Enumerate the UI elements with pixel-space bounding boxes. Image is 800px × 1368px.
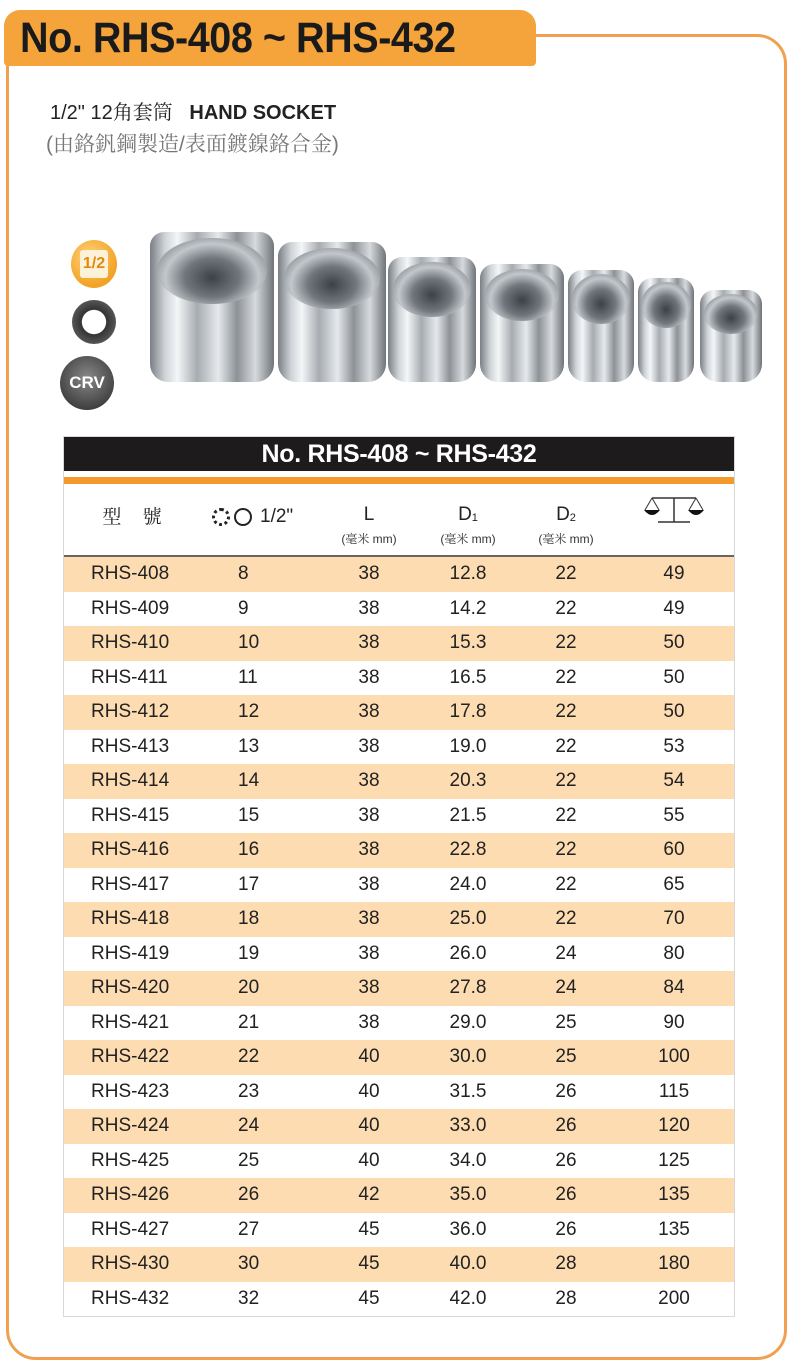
cell-d1: 15.3	[449, 632, 487, 654]
cell-model: RHS-423	[91, 1080, 170, 1102]
col-d2-label: D	[556, 504, 570, 525]
table-row	[64, 868, 734, 903]
col-weight	[614, 484, 734, 528]
cell-w: 80	[663, 942, 685, 964]
table-row	[64, 626, 734, 661]
cell-d2: 25	[555, 1046, 577, 1068]
table-row	[64, 592, 734, 627]
cell-d2: 22	[555, 701, 577, 723]
cell-w: 135	[658, 1218, 690, 1240]
cell-d2: 22	[555, 563, 577, 585]
subtitle-size: 1/2" 12角套筒	[50, 102, 173, 124]
cell-l: 42	[358, 1184, 380, 1206]
table-header	[64, 484, 734, 557]
cell-model: RHS-425	[91, 1149, 170, 1171]
cell-size: 23	[238, 1080, 260, 1102]
table-row	[64, 661, 734, 696]
cell-size: 13	[238, 735, 260, 757]
cell-d1: 27.8	[449, 977, 487, 999]
cell-l: 40	[358, 1115, 380, 1137]
col-d2-sub: 2	[569, 512, 576, 524]
cell-model: RHS-408	[91, 563, 170, 585]
cell-d2: 26	[555, 1115, 577, 1137]
title-tab	[4, 10, 536, 66]
table-title: No. RHS-408 ~ RHS-432	[64, 437, 734, 471]
cell-w: 60	[663, 839, 685, 861]
cell-d1: 22.8	[449, 839, 487, 861]
cell-w: 54	[663, 770, 685, 792]
cell-d2: 26	[555, 1149, 577, 1171]
cell-w: 50	[663, 666, 685, 688]
cell-d2: 22	[555, 735, 577, 757]
col-d1	[418, 484, 518, 547]
cell-d2: 22	[555, 770, 577, 792]
cell-w: 49	[663, 597, 685, 619]
col-d1-unit: (毫米 mm)	[440, 532, 496, 546]
cell-l: 38	[358, 666, 380, 688]
cell-model: RHS-424	[91, 1115, 170, 1137]
cell-l: 45	[358, 1253, 380, 1275]
cell-size: 14	[238, 770, 260, 792]
cell-w: 100	[658, 1046, 690, 1068]
cell-d1: 16.5	[449, 666, 487, 688]
cell-size: 8	[238, 563, 249, 585]
cell-model: RHS-409	[91, 597, 170, 619]
cell-w: 180	[658, 1253, 690, 1275]
cell-d2: 22	[555, 908, 577, 930]
col-d2-unit: (毫米 mm)	[538, 532, 594, 546]
cell-w: 49	[663, 563, 685, 585]
table-row	[64, 764, 734, 799]
cell-w: 125	[658, 1149, 690, 1171]
cell-l: 38	[358, 735, 380, 757]
cell-d1: 25.0	[449, 908, 487, 930]
cell-l: 38	[358, 804, 380, 826]
cell-size: 27	[238, 1218, 260, 1240]
socket-image	[278, 242, 386, 382]
col-d1-label: D	[458, 504, 472, 525]
cell-d2: 22	[555, 632, 577, 654]
cell-d2: 22	[555, 597, 577, 619]
cell-d1: 31.5	[449, 1080, 487, 1102]
socket-image	[388, 257, 476, 382]
cell-d1: 17.8	[449, 701, 487, 723]
cell-model: RHS-421	[91, 1011, 170, 1033]
cell-w: 50	[663, 701, 685, 723]
cell-w: 200	[658, 1287, 690, 1309]
cell-w: 120	[658, 1115, 690, 1137]
cell-d2: 24	[555, 942, 577, 964]
cell-size: 19	[238, 942, 260, 964]
cell-d1: 20.3	[449, 770, 487, 792]
cell-d2: 26	[555, 1184, 577, 1206]
cell-d1: 30.0	[449, 1046, 487, 1068]
table-row	[64, 1178, 734, 1213]
socket-image	[568, 270, 634, 382]
cell-l: 38	[358, 770, 380, 792]
cell-size: 30	[238, 1253, 260, 1275]
cell-d2: 26	[555, 1080, 577, 1102]
cell-w: 65	[663, 873, 685, 895]
page-title: No. RHS-408 ~ RHS-432	[20, 13, 456, 62]
cell-model: RHS-426	[91, 1184, 170, 1206]
cell-d2: 28	[555, 1287, 577, 1309]
table-row	[64, 799, 734, 834]
col-d1-sub: 1	[471, 512, 478, 524]
cell-size: 26	[238, 1184, 260, 1206]
cell-d1: 14.2	[449, 597, 487, 619]
cell-size: 11	[238, 666, 258, 688]
table-row	[64, 557, 734, 592]
cell-d1: 34.0	[449, 1149, 487, 1171]
cell-model: RHS-432	[91, 1287, 170, 1309]
col-size-label: 1/2"	[260, 506, 294, 527]
cell-model: RHS-411	[91, 666, 168, 688]
cell-l: 38	[358, 942, 380, 964]
cell-w: 50	[663, 632, 685, 654]
cell-model: RHS-417	[91, 873, 170, 895]
spec-table	[63, 436, 735, 1317]
cell-size: 32	[238, 1287, 260, 1309]
col-model	[64, 484, 192, 529]
cell-w: 53	[663, 735, 685, 757]
table-row	[64, 1247, 734, 1282]
col-model-label: 型 號	[102, 507, 170, 528]
cell-l: 38	[358, 908, 380, 930]
subtitle-en: HAND SOCKET	[189, 102, 337, 124]
cell-model: RHS-430	[91, 1253, 170, 1275]
scale-icon	[642, 494, 706, 528]
cell-l: 45	[358, 1287, 380, 1309]
cell-w: 70	[663, 908, 685, 930]
cell-l: 38	[358, 701, 380, 723]
table-row	[64, 1213, 734, 1248]
table-row	[64, 695, 734, 730]
cell-d1: 35.0	[449, 1184, 487, 1206]
cell-l: 40	[358, 1080, 380, 1102]
cell-d1: 21.5	[449, 804, 487, 826]
cell-model: RHS-414	[91, 770, 170, 792]
cell-d1: 33.0	[449, 1115, 487, 1137]
table-row	[64, 937, 734, 972]
cell-size: 16	[238, 839, 260, 861]
cell-size: 25	[238, 1149, 260, 1171]
cell-size: 17	[238, 873, 260, 895]
crv-label: CRV	[69, 373, 105, 392]
cell-model: RHS-416	[91, 839, 170, 861]
cell-w: 135	[658, 1184, 690, 1206]
col-l-label: L	[363, 504, 375, 525]
cell-model: RHS-427	[91, 1218, 170, 1240]
drive-label: 1/2	[80, 250, 108, 278]
cell-l: 40	[358, 1149, 380, 1171]
table-body	[64, 557, 734, 1316]
cell-w: 90	[663, 1011, 685, 1033]
cell-size: 15	[238, 804, 260, 826]
cell-d1: 24.0	[449, 873, 487, 895]
table-stripe	[64, 477, 734, 484]
col-size	[192, 484, 320, 528]
socket-image	[638, 278, 694, 382]
cell-model: RHS-413	[91, 735, 170, 757]
cell-size: 20	[238, 977, 260, 999]
cell-model: RHS-420	[91, 977, 170, 999]
cell-d2: 22	[555, 839, 577, 861]
socket-image	[700, 290, 762, 382]
cell-model: RHS-418	[91, 908, 170, 930]
cell-size: 24	[238, 1115, 260, 1137]
cell-d2: 26	[555, 1218, 577, 1240]
product-subtitle	[50, 96, 336, 125]
cell-model: RHS-419	[91, 942, 170, 964]
table-row	[64, 833, 734, 868]
cell-d2: 22	[555, 666, 577, 688]
cell-d1: 42.0	[449, 1287, 487, 1309]
cell-l: 38	[358, 597, 380, 619]
table-row	[64, 902, 734, 937]
cell-size: 22	[238, 1046, 260, 1068]
table-row	[64, 1109, 734, 1144]
socket-image	[480, 264, 564, 382]
cell-l: 40	[358, 1046, 380, 1068]
socket-image	[150, 232, 274, 382]
cell-w: 115	[658, 1080, 690, 1102]
cell-d1: 12.8	[449, 563, 487, 585]
cell-model: RHS-410	[91, 632, 170, 654]
cell-d1: 19.0	[449, 735, 487, 757]
cell-model: RHS-412	[91, 701, 170, 723]
cell-d2: 28	[555, 1253, 577, 1275]
cell-d2: 22	[555, 804, 577, 826]
table-row	[64, 1006, 734, 1041]
cell-l: 45	[358, 1218, 380, 1240]
cell-w: 55	[663, 804, 685, 826]
table-row	[64, 1144, 734, 1179]
cell-d1: 29.0	[449, 1011, 487, 1033]
cell-l: 38	[358, 563, 380, 585]
cell-model: RHS-422	[91, 1046, 170, 1068]
product-photo-sockets	[148, 222, 778, 382]
table-row	[64, 1282, 734, 1317]
crv-steel-icon	[60, 356, 114, 410]
cell-d1: 26.0	[449, 942, 487, 964]
twelve-point-ring-icon	[212, 508, 230, 526]
half-inch-drive-icon	[71, 240, 117, 288]
feature-badges	[64, 240, 124, 422]
ring-icon	[234, 508, 252, 526]
cell-d1: 40.0	[449, 1253, 487, 1275]
cell-d2: 22	[555, 873, 577, 895]
table-row	[64, 1040, 734, 1075]
cell-size: 9	[238, 597, 249, 619]
cell-l: 38	[358, 839, 380, 861]
cell-size: 21	[238, 1011, 260, 1033]
cell-size: 10	[238, 632, 260, 654]
cell-size: 18	[238, 908, 260, 930]
col-l-unit: (毫米 mm)	[341, 532, 397, 546]
cell-w: 84	[663, 977, 685, 999]
col-d2	[518, 484, 614, 547]
cell-d2: 25	[555, 1011, 577, 1033]
cell-l: 38	[358, 632, 380, 654]
table-row	[64, 730, 734, 765]
twelve-point-icon	[72, 300, 116, 344]
cell-d2: 24	[555, 977, 577, 999]
cell-l: 38	[358, 1011, 380, 1033]
material-note: (由鉻釩鋼製造/表面鍍鎳鉻合金)	[46, 133, 339, 156]
table-row	[64, 971, 734, 1006]
cell-l: 38	[358, 977, 380, 999]
table-row	[64, 1075, 734, 1110]
cell-l: 38	[358, 873, 380, 895]
cell-model: RHS-415	[91, 804, 170, 826]
col-l	[320, 484, 418, 547]
cell-size: 12	[238, 701, 260, 723]
cell-d1: 36.0	[449, 1218, 487, 1240]
